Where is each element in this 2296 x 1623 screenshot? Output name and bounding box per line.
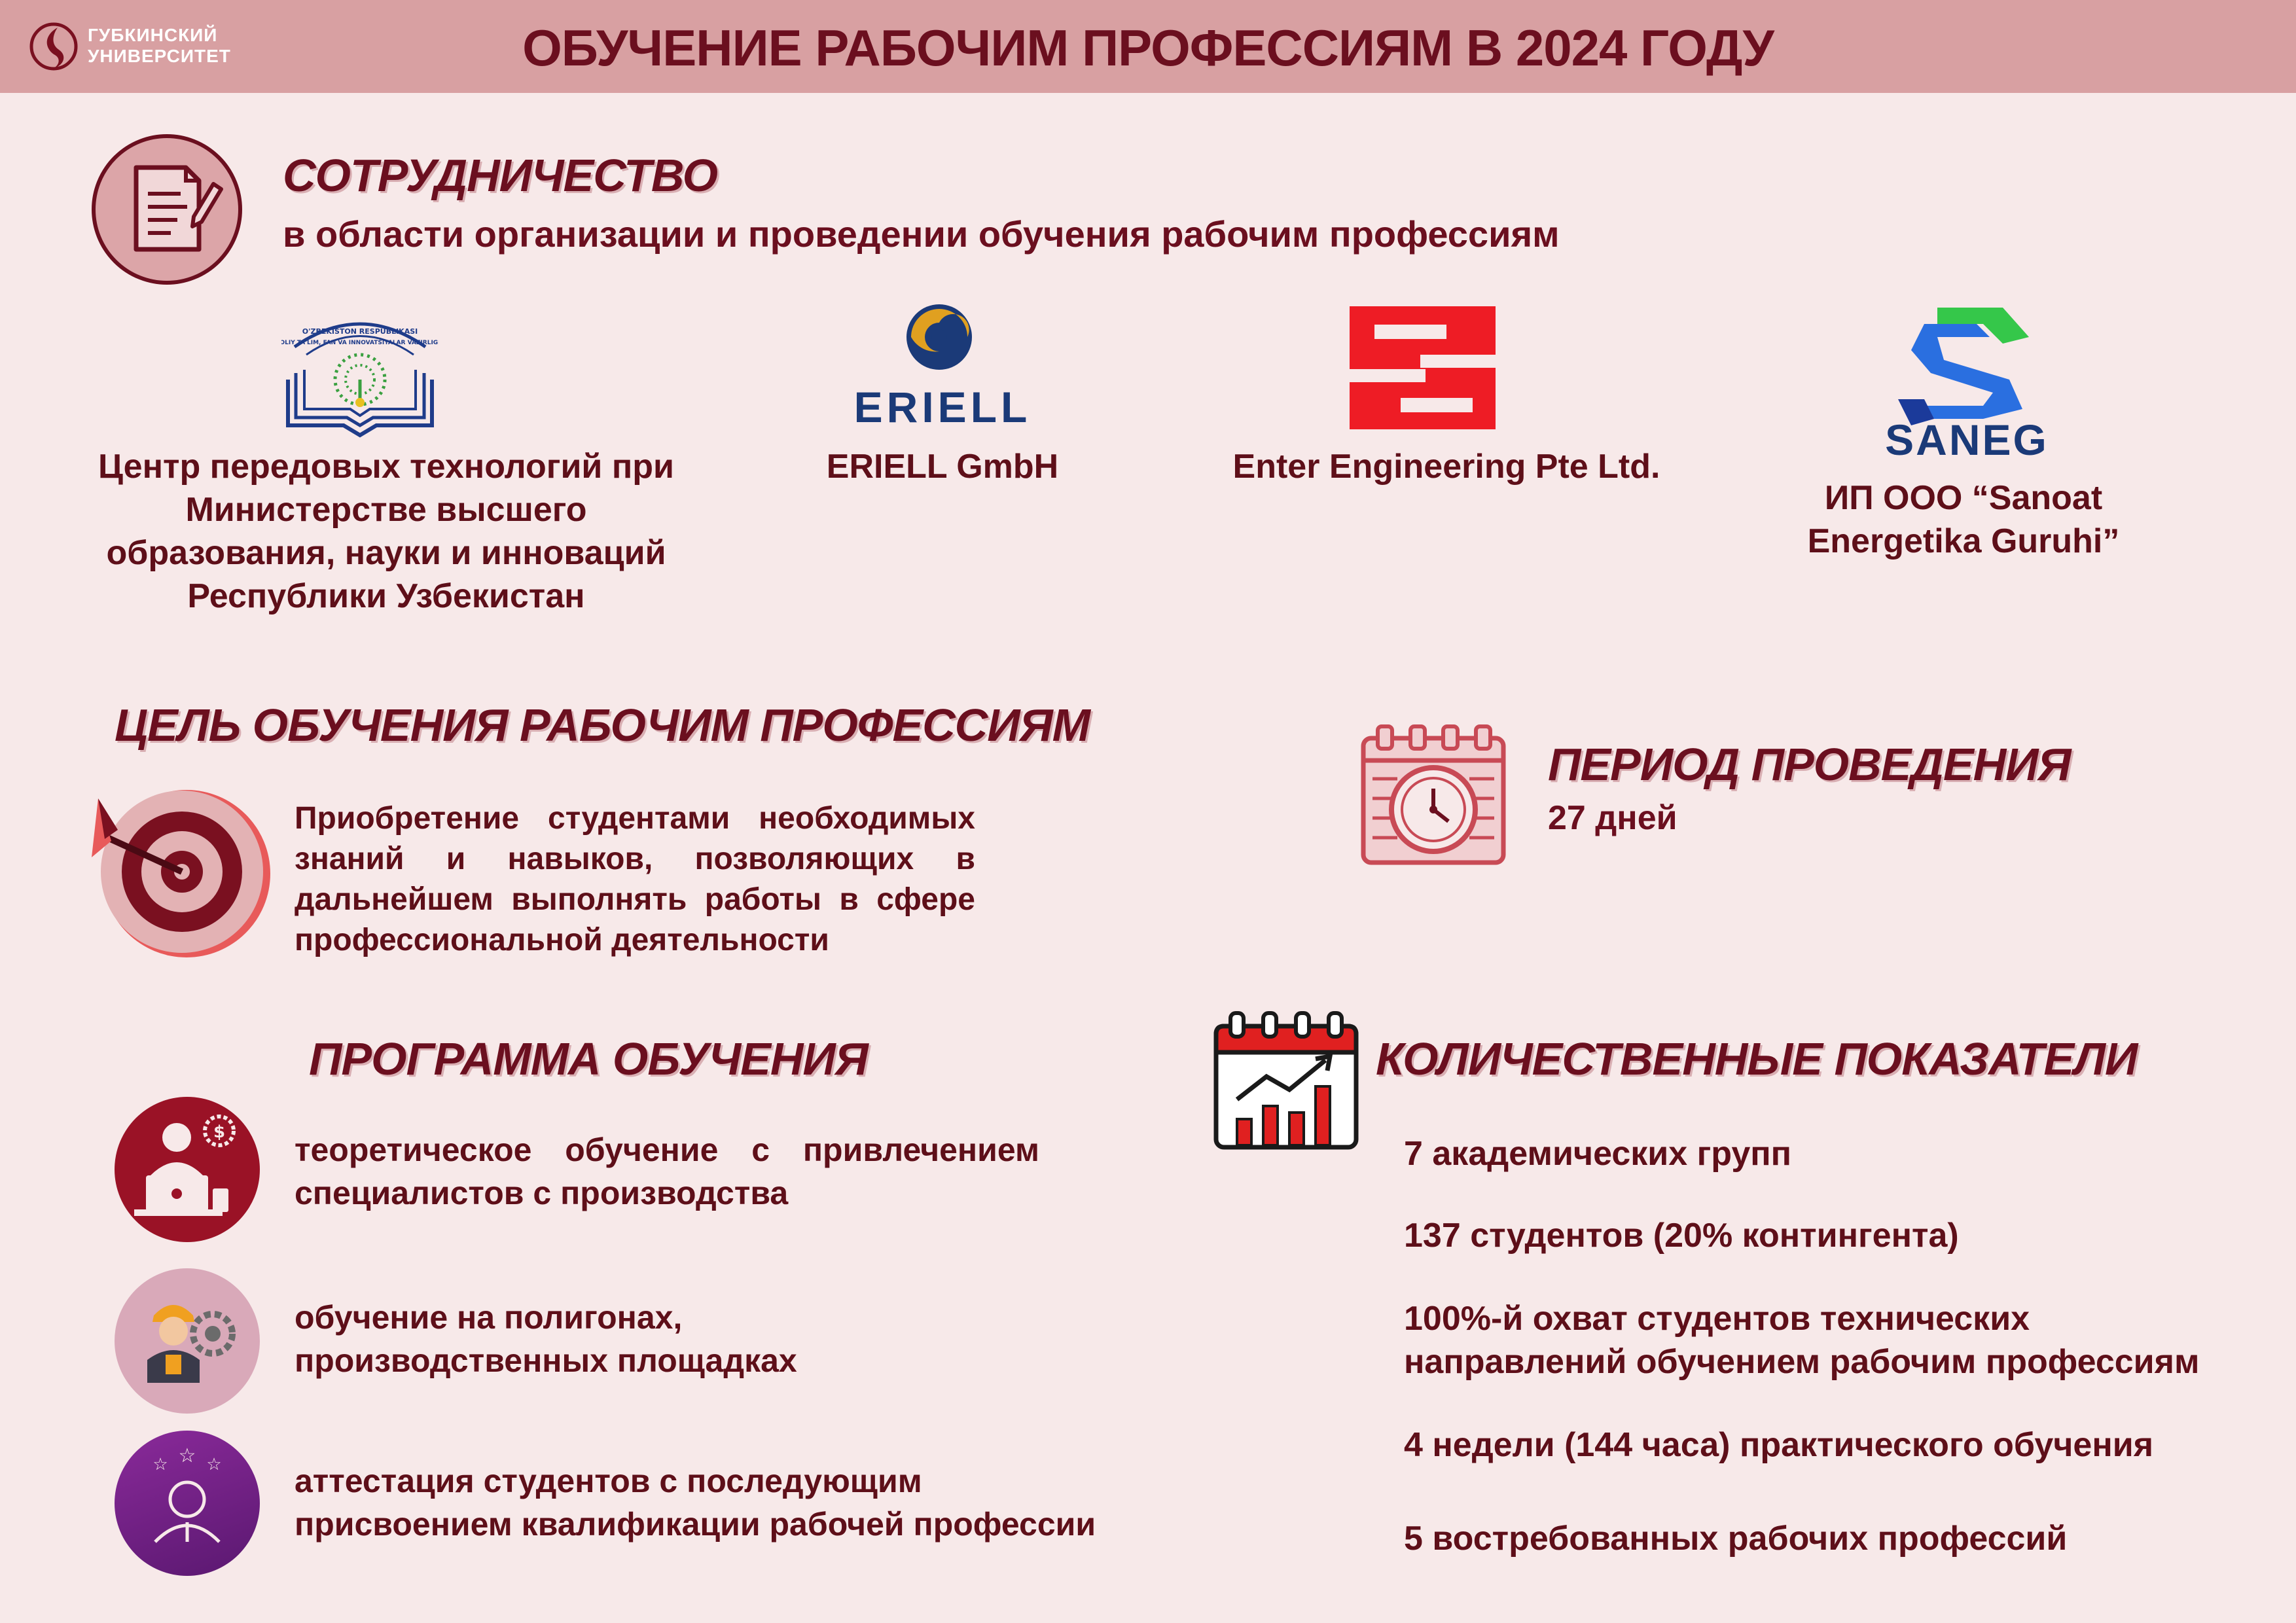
target-arrow-icon (79, 779, 275, 962)
calendar-clock-icon (1358, 720, 1509, 867)
program-item-3-line: присвоением квалификации рабочей профессии (295, 1506, 1096, 1543)
eriell-emblem-icon (838, 301, 1047, 432)
partner-1-line: Республики Узбекистан (187, 577, 585, 615)
program-item-3-line: аттестация студентов с последующим (295, 1463, 922, 1499)
ministry-logo-text-1: O'ZBEKISTON RESPUBLIKASI (302, 327, 418, 336)
svg-text:☆: ☆ (178, 1444, 196, 1467)
partner-1-line: Центр передовых технологий при (98, 448, 674, 486)
period-title: ПЕРИОД ПРОВЕДЕНИЯ (1548, 739, 2071, 790)
metric-item-3-line: направлений обучением рабочим профессиям (1404, 1343, 2200, 1381)
goal-title: ЦЕЛЬ ОБУЧЕНИЯ РАБОЧИМ ПРОФЕССИЯМ (115, 700, 1090, 751)
ministry-emblem-icon (281, 308, 439, 442)
ministry-logo-text-2: OLIY TA'LIM, FAN VA INNOVATSIYALAR VAZIRLIGI (281, 340, 439, 346)
document-pen-icon (96, 138, 238, 281)
calendar-icon (1358, 720, 1509, 867)
partner-4-name (1767, 476, 2160, 563)
saneg-emblem-icon (1872, 294, 2062, 465)
program-item-2-icon-circle (115, 1268, 260, 1414)
eriell-logo-text: ERIELL (853, 383, 1031, 431)
partner-1-line: Министерстве высшего (185, 491, 587, 529)
page-title: ОБУЧЕНИЕ РАБОЧИМ ПРОФЕССИЯМ В 2024 ГОДУ (522, 19, 1774, 77)
svg-text:☆: ☆ (152, 1455, 168, 1474)
teacher-icon (115, 1097, 260, 1242)
period-value: 27 дней (1548, 799, 1677, 837)
header-bar (0, 0, 2296, 93)
ministry-logo (281, 308, 439, 442)
certified-person-icon (115, 1431, 260, 1576)
saneg-logo-text: SANEG (1885, 416, 2049, 464)
program-title: ПРОГРАММА ОБУЧЕНИЯ (309, 1033, 868, 1084)
partner-1-line: образования, науки и инноваций (106, 534, 666, 572)
svg-text:$: $ (213, 1122, 226, 1142)
partner-2-line: ERIELL GmbH (826, 448, 1059, 486)
cooperation-title: СОТРУДНИЧЕСТВО (283, 150, 718, 201)
metric-item-5-line: 5 востребованных рабочих профессий (1404, 1520, 2068, 1558)
metric-item-3 (1404, 1297, 2199, 1383)
worker-icon (115, 1268, 260, 1414)
logo-line-1: ГУБКИНСКИЙ (88, 25, 218, 45)
goal-line: профессиональной деятельности (295, 923, 829, 957)
partner-4-line: Energetika Guruhi” (1807, 522, 2120, 560)
logo-line-2: УНИВЕРСИТЕТ (88, 46, 231, 66)
partner-2-name (772, 445, 1113, 488)
metric-item-3-line: 100%-й охват студентов технических (1404, 1300, 2030, 1338)
metric-item-4-line: 4 недели (144 часа) практического обучения (1404, 1426, 2154, 1464)
metric-item-4 (1404, 1423, 2153, 1467)
goal-line: Приобретение студентами необходимых (295, 801, 975, 836)
svg-text:☆: ☆ (206, 1455, 222, 1474)
saneg-logo (1872, 294, 2062, 465)
goal-line: знаний и навыков, позволяющих в (295, 842, 975, 876)
program-item-1-line: теоретическое обучение с привлечением (295, 1132, 1039, 1168)
metrics-title: КОЛИЧЕСТВЕННЫЕ ПОКАЗАТЕЛИ (1376, 1033, 2138, 1084)
program-item-1-icon-circle (115, 1097, 260, 1242)
program-item-2-text (295, 1296, 797, 1382)
metric-item-2-line: 137 студентов (20% контингента) (1404, 1217, 1959, 1255)
program-item-2-line: производственных площадках (295, 1342, 797, 1379)
growth-chart-icon (1211, 1008, 1361, 1155)
metric-item-5 (1404, 1517, 2067, 1560)
metric-item-1 (1404, 1132, 1791, 1175)
target-icon (79, 779, 275, 962)
cooperation-subtitle: в области организации и проведении обучения рабочим профессиям (283, 213, 1560, 255)
partner-3-line: Enter Engineering Pte Ltd. (1232, 448, 1660, 486)
goal-line: дальнейшем выполнять работы в сфере (295, 882, 975, 917)
partner-3-name (1178, 445, 1715, 488)
partner-4-line: ИП ООО “Sanoat (1824, 479, 2103, 517)
eriell-logo (838, 301, 1047, 432)
metric-item-1-line: 7 академических групп (1404, 1135, 1792, 1173)
partner-1-name (52, 445, 720, 618)
calendar-chart-icon (1211, 1008, 1361, 1155)
program-item-1-text (295, 1128, 1039, 1215)
document-icon-circle (92, 134, 242, 285)
program-item-3-text (295, 1459, 1096, 1546)
enter-engineering-logo (1348, 302, 1499, 433)
program-item-1-line: специалистов с производства (295, 1175, 789, 1211)
program-item-2-line: обучение на полигонах, (295, 1299, 683, 1336)
enter-engineering-emblem-icon (1348, 302, 1499, 433)
metric-item-2 (1404, 1214, 1959, 1257)
goal-text (295, 798, 975, 961)
program-item-3-icon-circle (115, 1431, 260, 1576)
